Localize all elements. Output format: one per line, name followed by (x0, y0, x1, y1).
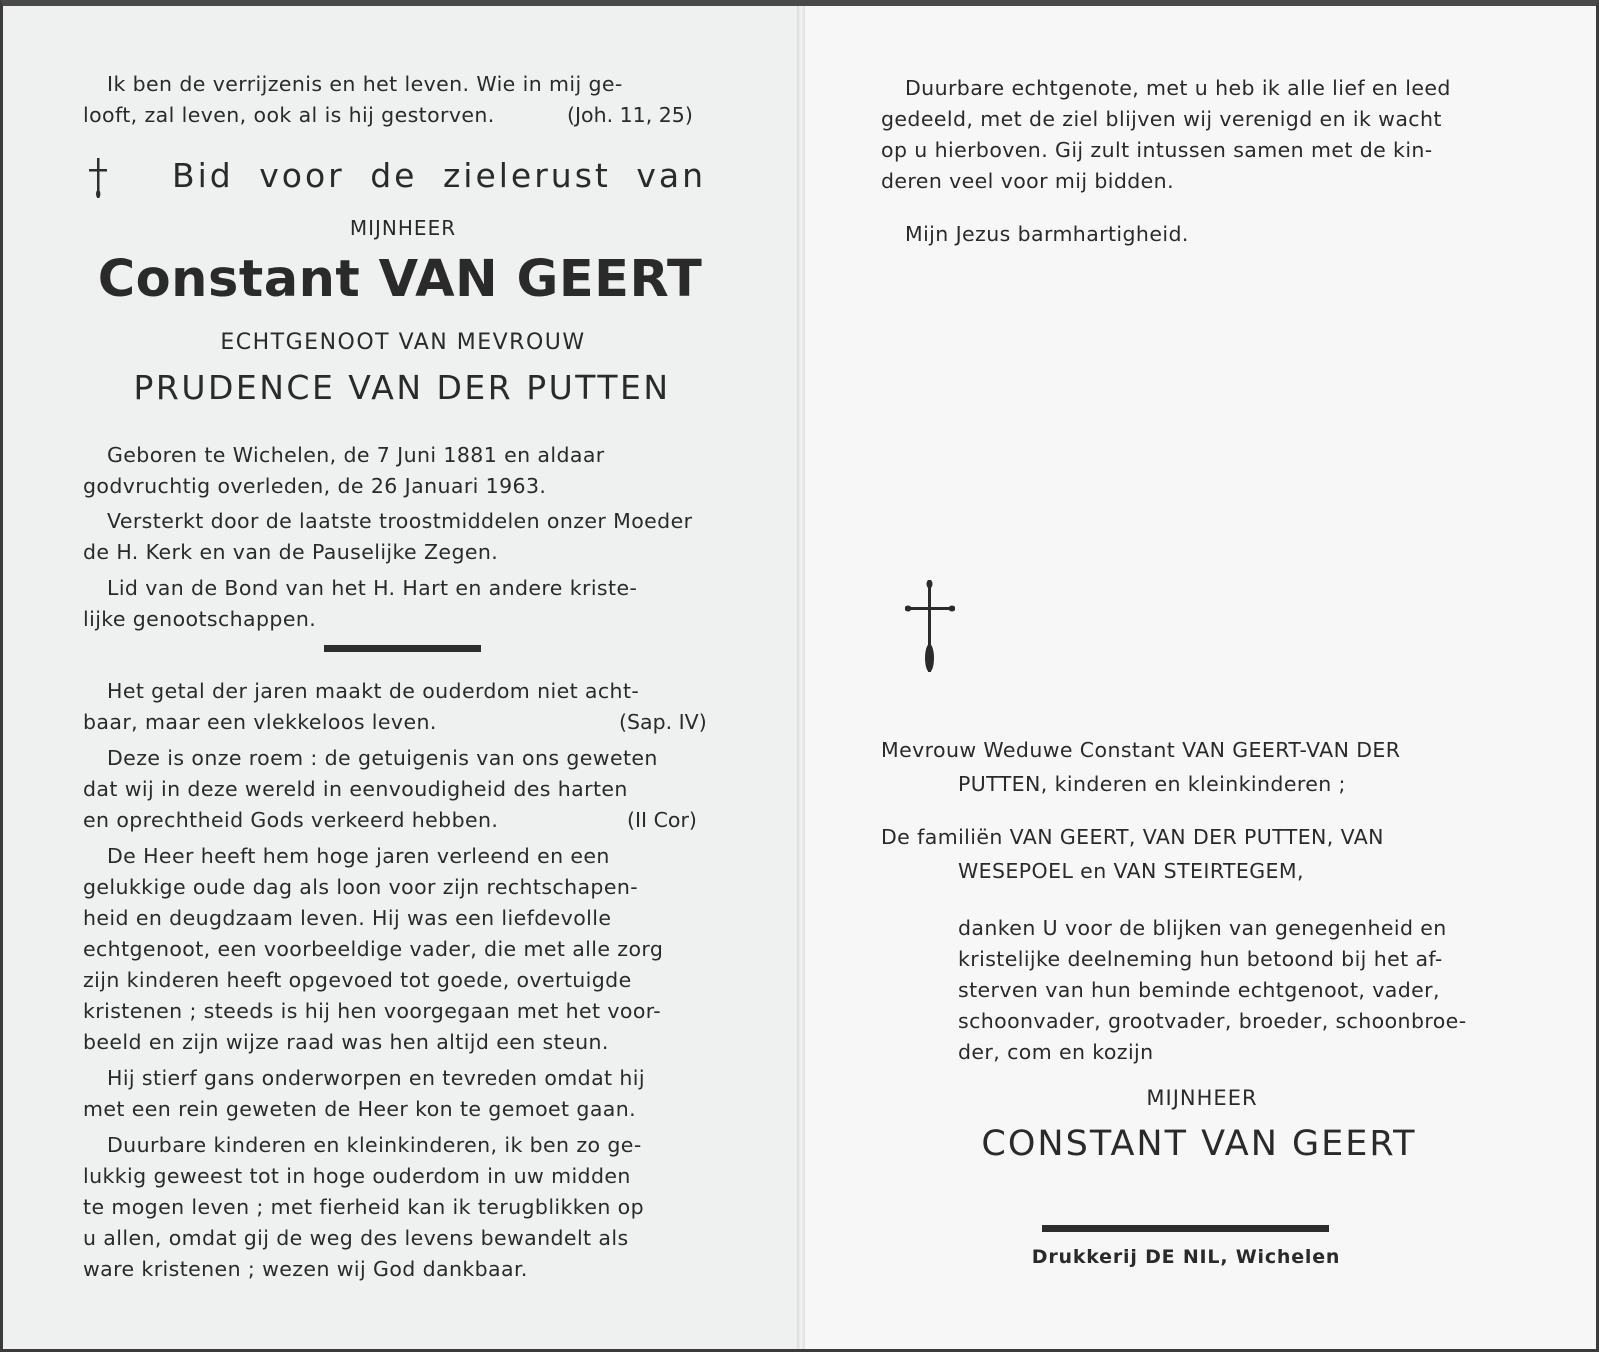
thanks-line-1: danken U voor de blijken van genegenheid en (958, 916, 1447, 940)
deceased-name-heading: Constant VAN GEERT (97, 250, 703, 309)
divider-rule-right (1042, 1225, 1329, 1232)
deceased-name-closing: CONSTANT VAN GEERT (981, 1124, 1417, 1164)
family-2-line-1: De familiën VAN GEERT, VAN DER PUTTEN, VAN (881, 825, 1384, 849)
eulogy-line-13: u allen, omdat gij de weg des levens bewandelt als (83, 1226, 629, 1250)
bio-line-2: godvruchtig overleden, de 26 Januari 1963. (83, 474, 547, 498)
eulogy-line-9: met een rein geweten de Heer kon te gemoet gaan. (83, 1097, 637, 1121)
eulogy-line-12: te mogen leven ; met fierheid kan ik terugblikken op (83, 1195, 644, 1219)
family-1-line-1: Mevrouw Weduwe Constant VAN GEERT-VAN DER (881, 738, 1401, 762)
eulogy-line-11: lukkig geweest tot in hoge ouderdom in uw midden (83, 1164, 631, 1188)
farewell-line-1: Duurbare echtgenote, met u heb ik alle lief en leed (905, 76, 1451, 100)
prayer-line: Mijn Jezus barmhartigheid. (905, 222, 1189, 246)
eulogy-line-1: De Heer heeft hem hoge jaren verleend en een (107, 844, 610, 868)
eulogy-line-2: gelukkige oude dag als loon voor zijn rechtschapen- (83, 875, 639, 899)
bid-heading: Bid voor de zielerust van (172, 156, 706, 195)
bio-line-6: lijke genootschappen. (83, 607, 317, 631)
quote-3-line-3: en oprechtheid Gods verkeerd hebben. (83, 808, 499, 832)
thanks-line-3: sterven van hun beminde echtgenoot, vader, (958, 978, 1440, 1002)
title-mijnheer-left: MIJNHEER (349, 216, 457, 240)
family-2-line-2: WESEPOEL en VAN STEIRTEGEM, (958, 859, 1304, 883)
farewell-line-4: deren veel voor mij bidden. (881, 169, 1174, 193)
eulogy-line-14: ware kristenen ; wezen wij God dankbaar. (83, 1257, 528, 1281)
quote-3-line-1: Deze is onze roem : de getuigenis van ons geweten (107, 746, 658, 770)
eulogy-line-5: zijn kinderen heeft opgevoed tot goede, overtuigde (83, 968, 632, 992)
bio-line-1: Geboren te Wichelen, de 7 Juni 1881 en aldaar (107, 443, 605, 467)
bio-line-5: Lid van de Bond van het H. Hart en andere kriste- (107, 576, 638, 600)
quote-3-citation: (II Cor) (627, 808, 697, 832)
thanks-line-2: kristelijke deelneming hun betoond bij het af- (958, 947, 1443, 971)
quote-1-citation: (Joh. 11, 25) (567, 103, 693, 127)
printer-imprint: Drukkerij DE NIL, Wichelen (1031, 1246, 1341, 1268)
family-1-line-2: PUTTEN, kinderen en kleinkinderen ; (958, 772, 1346, 796)
spouse-label: ECHTGENOOT VAN MEVROUW (220, 330, 586, 355)
thanks-line-4: schoonvader, grootvader, broeder, schoonbroe- (958, 1009, 1467, 1033)
quote-2-line-1: Het getal der jaren maakt de ouderdom niet acht- (107, 679, 640, 703)
eulogy-line-8: Hij stierf gans onderworpen en tevreden omdat hij (107, 1066, 645, 1090)
quote-1-line-2: looft, zal leven, ook al is hij gestorven. (83, 103, 495, 127)
eulogy-line-4: echtgenoot, een voorbeeldige vader, die met alle zorg (83, 937, 664, 961)
cross-small-icon (89, 158, 107, 198)
bio-line-4: de H. Kerk en van de Pauselijke Zegen. (83, 540, 499, 564)
farewell-line-3: op u hierboven. Gij zult intussen samen met de kin- (881, 138, 1433, 162)
quote-3-line-2: dat wij in deze wereld in eenvoudigheid des harten (83, 777, 628, 801)
bio-line-3: Versterkt door de laatste troostmiddelen onzer Moeder (107, 509, 693, 533)
cross-large-icon (905, 580, 955, 672)
thanks-line-5: der, com en kozijn (958, 1040, 1154, 1064)
quote-1-line-1: Ik ben de verrijzenis en het leven. Wie in mij ge- (107, 72, 623, 96)
eulogy-line-3: heid en deugdzaam leven. Hij was een liefdevolle (83, 906, 612, 930)
eulogy-line-6: kristenen ; steeds is hij hen voorgegaan met het voor- (83, 999, 662, 1023)
eulogy-line-7: beeld en zijn wijze raad was hen altijd een steun. (83, 1030, 609, 1054)
center-fold (797, 6, 805, 1349)
spouse-name: PRUDENCE VAN DER PUTTEN (133, 368, 671, 407)
eulogy-line-10: Duurbare kinderen en kleinkinderen, ik ben zo ge- (107, 1133, 642, 1157)
divider-rule-left (324, 645, 481, 652)
title-mijnheer-right: MIJNHEER (1146, 1086, 1258, 1110)
farewell-line-2: gedeeld, met de ziel blijven wij verenigd en ik wacht (881, 107, 1442, 131)
quote-2-citation: (Sap. IV) (619, 710, 707, 734)
quote-2-line-2: baar, maar een vlekkeloos leven. (83, 710, 437, 734)
